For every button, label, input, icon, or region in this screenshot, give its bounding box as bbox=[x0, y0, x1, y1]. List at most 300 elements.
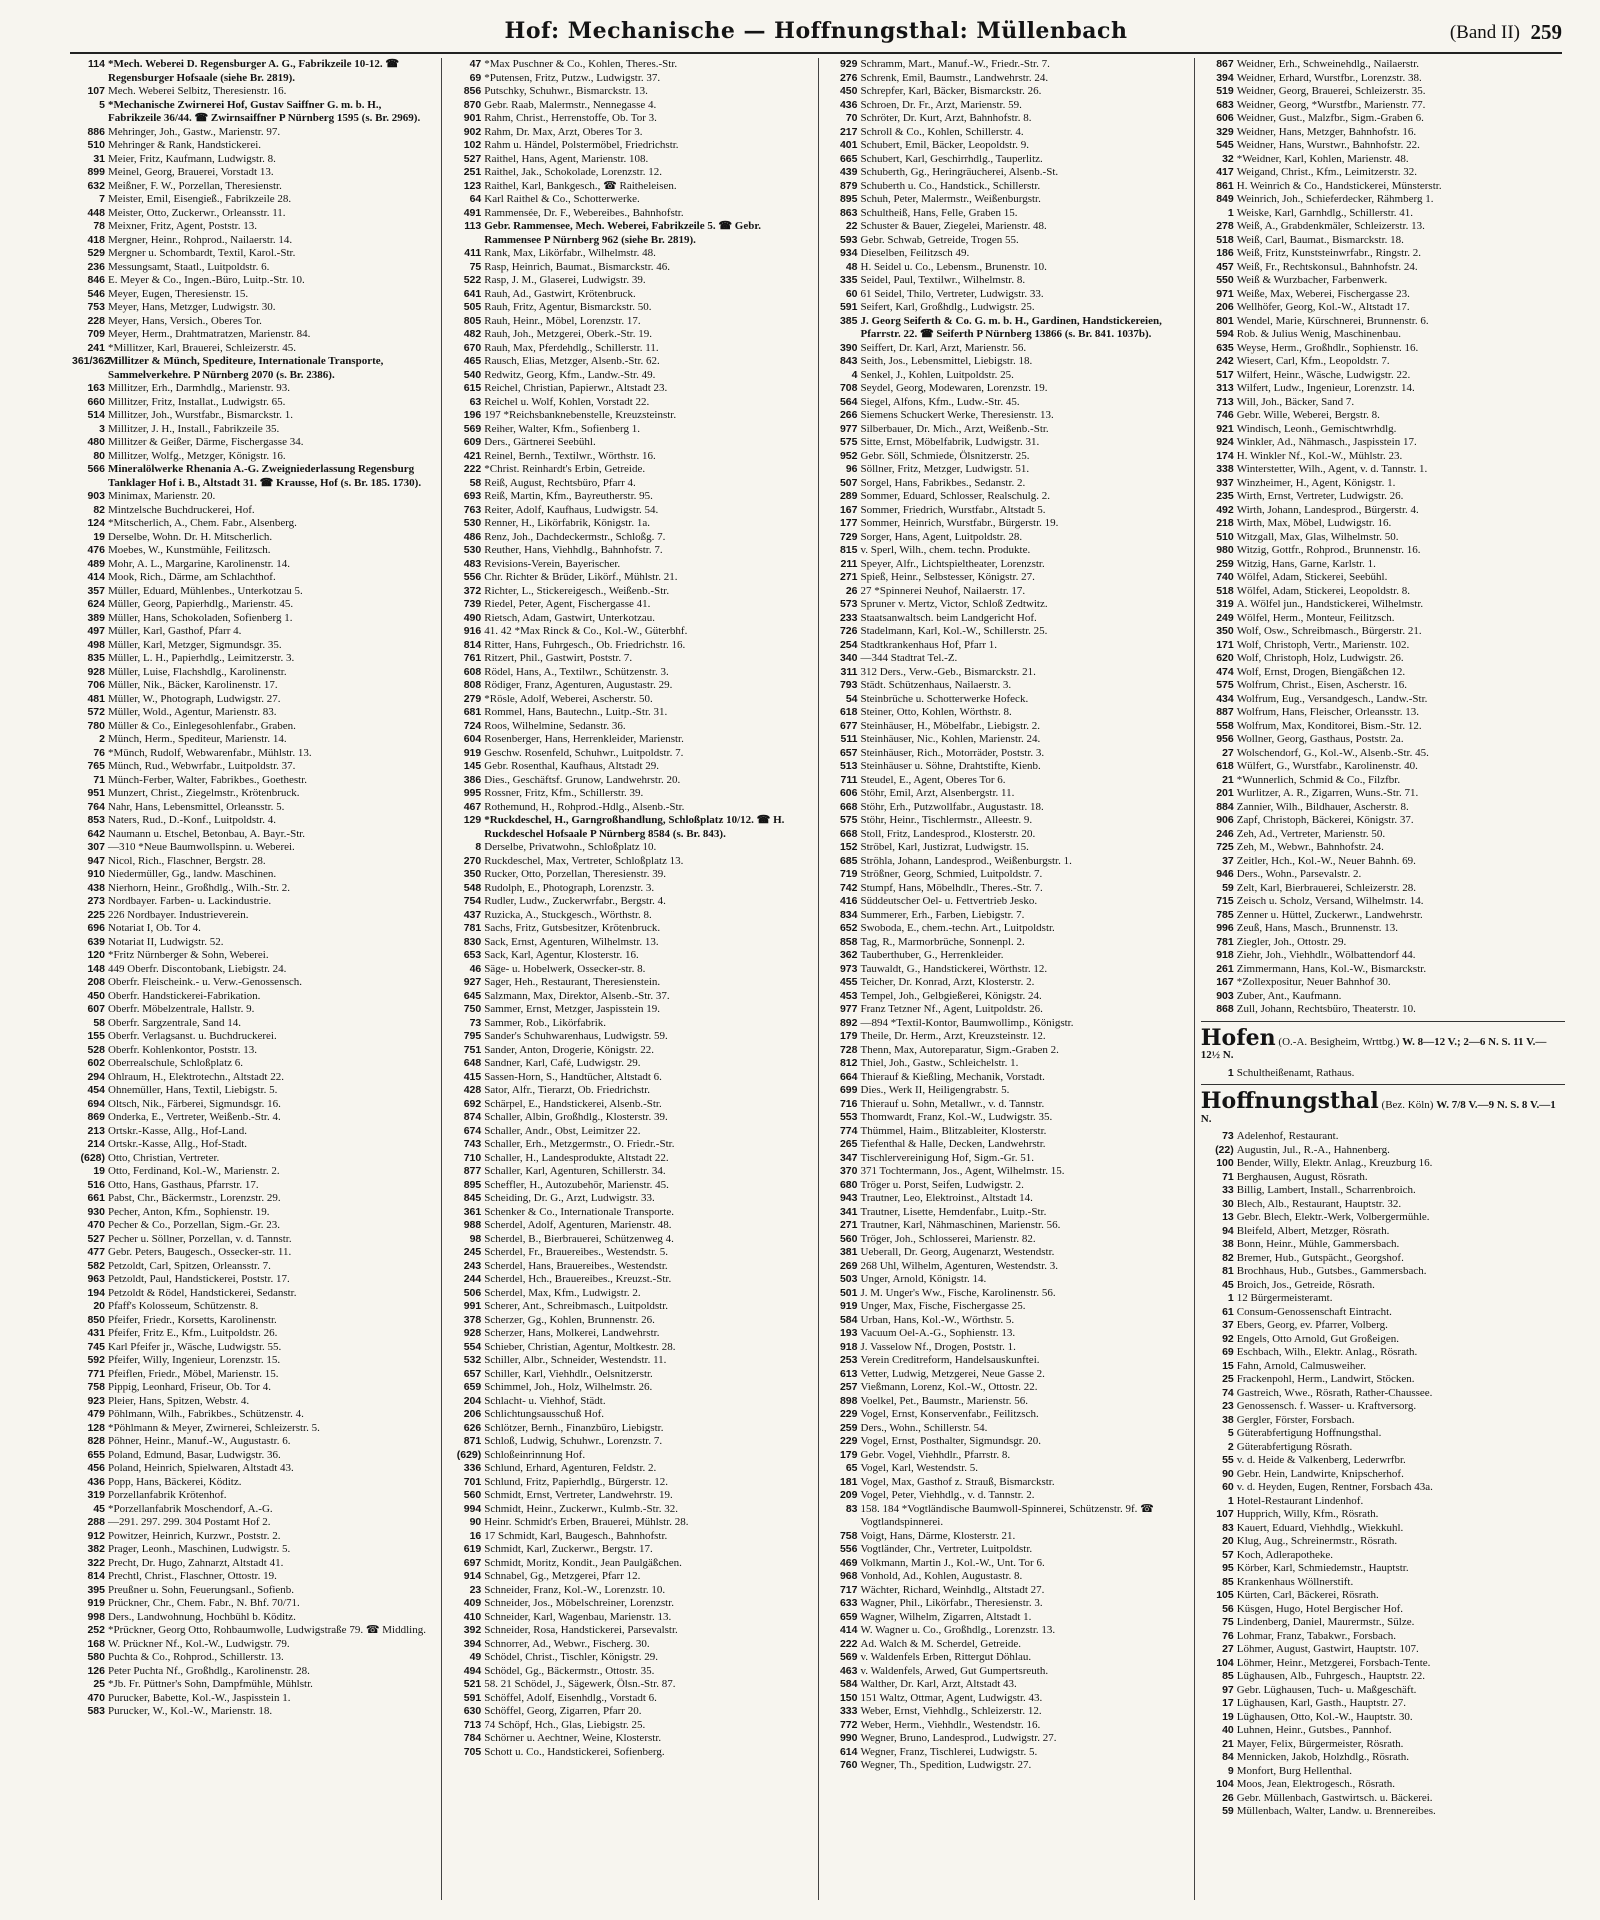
phone-number: 16 bbox=[469, 1529, 482, 1542]
phone-number: 507 bbox=[839, 476, 858, 489]
phone-number: 279 bbox=[463, 692, 482, 705]
directory-entry bbox=[72, 1152, 436, 1166]
entry-text: 61 Seidel, Thilo, Vertreter, Ludwigstr. 33. bbox=[860, 287, 1044, 300]
entry-text: Müller, Eduard, Mühlenbes., Unterkotzau 5. bbox=[108, 584, 303, 597]
entry-text: Meixner, Fritz, Agent, Poststr. 13. bbox=[108, 220, 257, 232]
phone-number: 19 bbox=[93, 1165, 105, 1177]
entry-text: Prager, Leonh., Maschinen, Ludwigstr. 5. bbox=[108, 1543, 291, 1555]
directory-entry bbox=[825, 936, 1189, 950]
phone-number: 708 bbox=[839, 382, 858, 394]
phone-number: 271 bbox=[839, 571, 858, 583]
directory-entry bbox=[825, 666, 1189, 680]
phone-number: 758 bbox=[87, 1381, 105, 1393]
directory-entry bbox=[1201, 1603, 1565, 1617]
phone-number: 892 bbox=[839, 1016, 858, 1029]
phone-number: 60 bbox=[845, 287, 858, 300]
entry-text: Brochhaus, Hub., Gutsbes., Gammersbach. bbox=[1236, 1265, 1427, 1277]
directory-entry bbox=[825, 882, 1189, 896]
directory-entry bbox=[448, 1543, 812, 1557]
directory-entry bbox=[1201, 342, 1565, 356]
entry-text: Oberfr. Handstickerei-Fabrikation. bbox=[108, 989, 261, 1002]
entry-text: Sorger, Hans, Agent, Luitpoldstr. 28. bbox=[860, 530, 1023, 543]
directory-entry bbox=[448, 1125, 812, 1139]
phone-number: 336 bbox=[463, 1462, 482, 1474]
phone-number: 257 bbox=[839, 1381, 858, 1393]
section-district: (O.-A. Besigheim, Wrttbg.) bbox=[1278, 1035, 1400, 1048]
phone-number: 474 bbox=[1216, 665, 1234, 678]
phone-number: 428 bbox=[463, 1084, 482, 1096]
phone-number: 19 bbox=[1222, 1710, 1234, 1723]
phone-number: 453 bbox=[839, 989, 858, 1002]
phone-number: 329 bbox=[1216, 125, 1234, 138]
directory-entry bbox=[825, 193, 1189, 207]
directory-entry bbox=[825, 274, 1189, 288]
phone-number: 46 bbox=[469, 962, 482, 975]
phone-number: 772 bbox=[839, 1718, 858, 1731]
directory-entry bbox=[448, 1395, 812, 1409]
directory-entry bbox=[1201, 1724, 1565, 1738]
directory-entry bbox=[1201, 1067, 1565, 1081]
phone-number: 392 bbox=[463, 1624, 482, 1636]
directory-entry bbox=[448, 585, 812, 599]
phone-number: 706 bbox=[87, 679, 105, 691]
phone-number: 968 bbox=[839, 1570, 858, 1582]
directory-entry bbox=[1201, 1670, 1565, 1684]
entry-text: *Münch, Rudolf, Webwarenfabr., Mühlstr. 13. bbox=[108, 746, 312, 759]
phone-number: 980 bbox=[1216, 544, 1234, 556]
entry-text: 226 Nordbayer. Industrieverein. bbox=[108, 908, 249, 921]
entry-text: Scherzer, Gg., Kohlen, Brunnenstr. 26. bbox=[484, 1313, 655, 1326]
phone-number: 209 bbox=[839, 1489, 858, 1501]
entry-text: Schmidt, Moritz, Kondit., Jean Paulgäßchen. bbox=[484, 1556, 682, 1569]
directory-entry bbox=[825, 625, 1189, 639]
entry-text: *Max Puschner & Co., Kohlen, Theres.-Str. bbox=[484, 58, 678, 70]
phone-number: 414 bbox=[87, 571, 105, 583]
directory-entry bbox=[825, 1368, 1189, 1382]
directory-entry bbox=[448, 922, 812, 936]
entry-text: Staatsanwaltsch. beim Landgericht Hof. bbox=[860, 611, 1037, 624]
directory-entry bbox=[448, 72, 812, 86]
phone-number: 930 bbox=[87, 1205, 105, 1218]
directory-entry bbox=[448, 1192, 812, 1206]
entry-text: Pfeifer, Fritz E., Kfm., Luitpoldstr. 26. bbox=[108, 1327, 278, 1339]
entry-text: Schiller, Karl, Viehhdlr., Oelsnitzerstr. bbox=[484, 1367, 653, 1380]
phone-number: 626 bbox=[463, 1421, 482, 1434]
directory-entry bbox=[448, 1273, 812, 1287]
directory-entry bbox=[448, 504, 812, 518]
phone-number: 952 bbox=[839, 449, 858, 462]
phone-number: (22) bbox=[1215, 1143, 1234, 1156]
phone-number: 246 bbox=[1216, 827, 1234, 840]
phone-number: 319 bbox=[87, 1489, 105, 1501]
entry-text: Rucker, Otto, Porzellan, Theresienstr. 39. bbox=[484, 868, 666, 880]
phone-number: 664 bbox=[839, 1070, 858, 1083]
phone-number: 850 bbox=[87, 1313, 105, 1326]
phone-number: 225 bbox=[87, 908, 105, 921]
phone-number: 729 bbox=[839, 530, 858, 543]
entry-text: Millitzer, J. H., Install., Fabrikzeile 35. bbox=[108, 422, 280, 435]
directory-entry bbox=[448, 1705, 812, 1719]
phone-number: 177 bbox=[839, 517, 858, 529]
directory-entry bbox=[72, 288, 436, 302]
phone-number: 591 bbox=[463, 1691, 482, 1704]
directory-entry bbox=[825, 1624, 1189, 1638]
entry-text: *Fritz Nürnberger & Sohn, Weberei. bbox=[108, 949, 269, 961]
entry-text: Meinel, Georg, Brauerei, Vorstadt 13. bbox=[108, 166, 274, 178]
phone-number: 48 bbox=[845, 260, 858, 273]
entry-text: —894 *Textil-Kontor, Baumwollimp., Königstr. bbox=[860, 1016, 1074, 1029]
directory-entry bbox=[448, 652, 812, 666]
directory-entry bbox=[72, 733, 436, 747]
directory-entry bbox=[72, 936, 436, 950]
phone-number: 26 bbox=[845, 584, 858, 597]
entry-text: Rauh, Max, Pferdehdlg., Schillerstr. 11. bbox=[484, 341, 659, 354]
entry-text: Weiß, Fr., Rechtskonsul., Bahnhofstr. 24. bbox=[1236, 260, 1418, 273]
directory-entry bbox=[72, 1246, 436, 1260]
directory-entry bbox=[448, 1692, 812, 1706]
phone-number: 73 bbox=[1222, 1130, 1234, 1142]
entry-text: Zapf, Christoph, Bäckerei, Königstr. 37. bbox=[1236, 814, 1414, 826]
phone-number: 465 bbox=[463, 355, 482, 367]
entry-text: Zeh, M., Webwr., Bahnhofstr. 24. bbox=[1236, 841, 1384, 853]
directory-entry bbox=[72, 963, 436, 977]
directory-entry bbox=[825, 1692, 1189, 1706]
entry-text: Schärpel, E., Handstickerei, Alsenb.-Str. bbox=[484, 1097, 662, 1110]
directory-entry bbox=[448, 639, 812, 653]
entry-text: 371 Tochtermann, Jos., Agent, Wilhelmstr. 15. bbox=[860, 1165, 1065, 1177]
phone-number: 591 bbox=[839, 301, 858, 313]
directory-entry bbox=[825, 1651, 1189, 1665]
entry-text: Steinhäuser, Nic., Kohlen, Marienstr. 24. bbox=[860, 733, 1041, 745]
directory-entry bbox=[72, 1597, 436, 1611]
directory-entry bbox=[448, 382, 812, 396]
directory-entry bbox=[72, 247, 436, 261]
section-district: (Bez. Köln) bbox=[1381, 1099, 1434, 1111]
directory-entry bbox=[448, 693, 812, 707]
directory-entry bbox=[1201, 166, 1565, 180]
entry-text: Ortskr.-Kasse, Allg., Hof-Stadt. bbox=[108, 1138, 248, 1150]
directory-entry bbox=[1201, 72, 1565, 86]
phone-number: 434 bbox=[1216, 692, 1234, 705]
entry-text: *Christ. Reinhardt's Erbin, Getreide. bbox=[484, 463, 646, 475]
directory-entry bbox=[1201, 409, 1565, 423]
directory-entry bbox=[448, 1165, 812, 1179]
directory-entry bbox=[448, 1462, 812, 1476]
phone-number: 347 bbox=[839, 1151, 858, 1164]
directory-entry bbox=[825, 1354, 1189, 1368]
entry-text: Stumpf, Hans, Möbelhdlr., Theres.-Str. 7. bbox=[860, 881, 1043, 894]
entry-text: Mergner, Heinr., Rohprod., Nailaerstr. 14. bbox=[108, 233, 293, 246]
phone-number: 362 bbox=[839, 949, 858, 961]
entry-text: Gebr. Raab, Malermstr., Nennegasse 4. bbox=[484, 98, 657, 111]
directory-entry bbox=[448, 301, 812, 315]
phone-number: 657 bbox=[463, 1367, 482, 1380]
directory-entry bbox=[825, 234, 1189, 248]
directory-entry bbox=[72, 328, 436, 342]
directory-entry bbox=[448, 1422, 812, 1436]
entry-text: Pfeifer, Friedr., Korsetts, Karolinenstr. bbox=[108, 1313, 277, 1326]
phone-number: 781 bbox=[1216, 935, 1234, 948]
directory-entry bbox=[825, 301, 1189, 315]
directory-entry bbox=[448, 1381, 812, 1395]
entry-text: Rauh, Fritz, Agentur, Bismarckstr. 50. bbox=[484, 301, 652, 313]
phone-number: 455 bbox=[839, 976, 858, 988]
phone-number: 608 bbox=[463, 665, 482, 678]
phone-number: 713 bbox=[1216, 395, 1234, 408]
directory-entry bbox=[448, 814, 812, 841]
directory-entry bbox=[825, 1044, 1189, 1058]
directory-entry bbox=[72, 423, 436, 437]
entry-text: 41. 42 *Max Rinck & Co., Kol.-W., Güterbhf. bbox=[484, 625, 688, 637]
phone-number: 38 bbox=[1222, 1238, 1234, 1250]
phone-number: 163 bbox=[87, 382, 105, 394]
phone-number: 470 bbox=[87, 1219, 105, 1231]
directory-entry bbox=[1201, 814, 1565, 828]
section-divider bbox=[1201, 1021, 1565, 1022]
phone-number: 7 bbox=[99, 193, 105, 205]
entry-text: Wirth, Johann, Landesprod., Bürgerstr. 4. bbox=[1236, 503, 1419, 516]
entry-text: 197 *Reichsbanknebenstelle, Kreuzsteinstr. bbox=[484, 409, 677, 421]
entry-text: Rudler, Ludw., Zuckerwrfabr., Bergstr. 4. bbox=[484, 895, 666, 907]
phone-number: 726 bbox=[839, 625, 858, 637]
phone-number: 83 bbox=[1222, 1521, 1234, 1534]
directory-entry bbox=[1201, 234, 1565, 248]
phone-number: 516 bbox=[87, 1178, 105, 1191]
entry-text: Löhmer, Heinr., Metzgerei, Forsbach-Tente. bbox=[1236, 1656, 1431, 1669]
phone-number: 107 bbox=[87, 85, 105, 97]
phone-number: 206 bbox=[1216, 301, 1234, 313]
entry-text: Sandner, Karl, Café, Ludwigstr. 29. bbox=[484, 1057, 641, 1069]
entry-text: Ritzert, Phil., Gastwirt, Poststr. 7. bbox=[484, 652, 633, 664]
entry-text: Nordbayer. Farben- u. Lackindustrie. bbox=[108, 895, 272, 907]
entry-text: Rossner, Fritz, Kfm., Schillerstr. 39. bbox=[484, 787, 644, 799]
directory-entry bbox=[1201, 679, 1565, 693]
entry-text: Müller, Hans, Schokoladen, Sofienberg 1. bbox=[108, 611, 293, 624]
directory-entry bbox=[1201, 261, 1565, 275]
phone-number: 415 bbox=[463, 1070, 482, 1083]
phone-number: 59 bbox=[1222, 1805, 1234, 1817]
phone-number: 5 bbox=[99, 98, 105, 111]
directory-entry bbox=[72, 490, 436, 504]
phone-number: 222 bbox=[463, 463, 482, 475]
entry-text: Porzellanfabrik Krötenhof. bbox=[108, 1489, 227, 1501]
directory-entry bbox=[1201, 490, 1565, 504]
phone-number: 834 bbox=[839, 908, 858, 921]
phone-number: 90 bbox=[1222, 1467, 1234, 1480]
directory-entry bbox=[72, 801, 436, 815]
entry-text: Purucker, Babette, Kol.-W., Jaspisstein 1. bbox=[108, 1691, 291, 1704]
entry-text: Reiß, August, Rechtsbüro, Pfarr 4. bbox=[484, 476, 636, 489]
directory-entry bbox=[448, 1435, 812, 1449]
entry-text: Sassen-Horn, S., Handtücher, Altstadt 6. bbox=[484, 1070, 662, 1083]
phone-number: 639 bbox=[87, 935, 105, 948]
entry-text: Reiß, Martin, Kfm., Bayreutherstr. 95. bbox=[484, 490, 653, 502]
directory-entry bbox=[1201, 1468, 1565, 1482]
entry-text: Zuber, Ant., Kaufmann. bbox=[1236, 989, 1342, 1002]
phone-number: 592 bbox=[87, 1354, 105, 1366]
entry-text: Sammer, Ernst, Metzger, Jaspisstein 19. bbox=[484, 1003, 660, 1015]
directory-entry bbox=[825, 99, 1189, 113]
directory-entry bbox=[72, 1584, 436, 1598]
entry-text: Münch-Ferber, Walter, Fabrikbes., Goethestr. bbox=[108, 773, 308, 786]
phone-number: 276 bbox=[839, 71, 858, 84]
phone-number: 168 bbox=[87, 1637, 105, 1650]
directory-entry bbox=[825, 517, 1189, 531]
directory-entry bbox=[448, 1111, 812, 1125]
entry-text: *Rösle, Adolf, Weberei, Ascherstr. 50. bbox=[484, 692, 653, 705]
entry-text: Sommer, Friedrich, Wurstfabr., Altstadt 5. bbox=[860, 503, 1046, 516]
entry-text: Schuster & Bauer, Ziegelei, Marienstr. 48. bbox=[860, 220, 1047, 232]
directory-entry bbox=[448, 868, 812, 882]
phone-number: 869 bbox=[87, 1111, 105, 1123]
entry-text: Karl Pfeifer jr., Wäsche, Ludwigstr. 55. bbox=[108, 1340, 282, 1353]
phone-number: 991 bbox=[463, 1300, 482, 1312]
directory-entry bbox=[825, 1665, 1189, 1679]
phone-number: 69 bbox=[469, 71, 482, 84]
entry-text: Küsgen, Hugo, Hotel Bergischer Hof. bbox=[1236, 1602, 1404, 1615]
phone-number: 269 bbox=[839, 1259, 858, 1272]
directory-entry bbox=[1201, 463, 1565, 477]
entry-text: Schultheiß, Hans, Felle, Graben 15. bbox=[860, 206, 1018, 219]
directory-entry bbox=[72, 949, 436, 963]
entry-text: Revisions-Verein, Bayerischer. bbox=[484, 557, 621, 570]
directory-entry bbox=[448, 679, 812, 693]
directory-entry bbox=[448, 99, 812, 113]
phone-number: 9 bbox=[1227, 1764, 1234, 1777]
phone-number: 85 bbox=[1222, 1670, 1234, 1682]
phone-number: 13 bbox=[1222, 1211, 1234, 1223]
entry-text: Stadelmann, Karl, Kol.-W., Schillerstr. 25. bbox=[860, 625, 1048, 637]
entry-text: W. Wagner u. Co., Großhdlg., Lorenzstr. 13. bbox=[860, 1624, 1056, 1636]
directory-entry bbox=[448, 1584, 812, 1598]
entry-text: Meißner, F. W., Porzellan, Theresienstr. bbox=[108, 179, 282, 192]
directory-entry bbox=[1201, 1751, 1565, 1765]
entry-text: *Putensen, Fritz, Putzw., Ludwigstr. 37. bbox=[484, 71, 661, 84]
directory-entry bbox=[825, 1638, 1189, 1652]
directory-entry bbox=[825, 1732, 1189, 1746]
entry-text: Mehringer, Joh., Gastw., Marienstr. 97. bbox=[108, 125, 281, 138]
entry-text: Reichel, Christian, Papierwr., Altstadt 23. bbox=[484, 382, 668, 394]
entry-text: Müller, W., Photograph, Ludwigstr. 27. bbox=[108, 692, 281, 705]
phone-number: 556 bbox=[463, 571, 482, 583]
entry-text: Naters, Rud., D.-Konf., Luitpoldstr. 4. bbox=[108, 814, 277, 826]
phone-number: 480 bbox=[87, 436, 105, 448]
entry-text: Wolf, Ernst, Drogen, Biengäßchen 12. bbox=[1236, 665, 1406, 678]
directory-entry bbox=[825, 1314, 1189, 1328]
phone-number: 1 bbox=[1227, 1292, 1234, 1304]
phone-number: 70 bbox=[845, 112, 858, 124]
directory-entry bbox=[1201, 1292, 1565, 1306]
directory-entry bbox=[1201, 1643, 1565, 1657]
section-hours: W. 7/8 V.—9 N. S. 8 V.—1 N. bbox=[1200, 1099, 1556, 1125]
entry-text: Naumann u. Etschel, Betonbau, A. Bayr.-Str. bbox=[108, 827, 306, 840]
entry-text: Wolf, Osw., Schreibmasch., Bürgerstr. 21. bbox=[1236, 625, 1422, 637]
directory-entry bbox=[825, 1530, 1189, 1544]
directory-entry bbox=[448, 949, 812, 963]
entry-text: Onderka, E., Vertreter, Weißenb.-Str. 4. bbox=[108, 1111, 281, 1123]
phone-number: 604 bbox=[463, 733, 482, 745]
entry-text: Scherdel, Adolf, Agenturen, Marienstr. 48. bbox=[484, 1219, 672, 1231]
entry-text: Dies., Werk II, Heiligengrabstr. 5. bbox=[860, 1084, 1010, 1096]
directory-entry bbox=[825, 1260, 1189, 1274]
phone-number: 76 bbox=[93, 746, 105, 759]
entry-text: Monfort, Burg Hellenthal. bbox=[1236, 1764, 1353, 1777]
entry-text: v. d. Heide & Valkenberg, Lederwrfbr. bbox=[1236, 1454, 1406, 1466]
phone-number: 294 bbox=[87, 1070, 105, 1083]
directory-entry bbox=[448, 396, 812, 410]
entry-text: Moebes, W., Kunstmühle, Feilitzsch. bbox=[108, 544, 271, 556]
phone-number: 994 bbox=[463, 1502, 482, 1515]
directory-entry bbox=[448, 1071, 812, 1085]
phone-number: 760 bbox=[839, 1759, 858, 1771]
directory-entry bbox=[448, 1233, 812, 1247]
phone-number: 632 bbox=[87, 179, 105, 192]
entry-text: Müller, L. H., Papierhdlg., Leimitzerstr. 3. bbox=[108, 652, 295, 664]
phone-number: 491 bbox=[463, 206, 482, 219]
directory-entry bbox=[72, 720, 436, 734]
directory-entry bbox=[825, 1611, 1189, 1625]
entry-text: Söllner, Fritz, Metzger, Ludwigstr. 51. bbox=[860, 463, 1030, 475]
entry-text: Schöffel, Adolf, Eisenhdlg., Vorstadt 6. bbox=[484, 1691, 657, 1704]
phone-number: 252 bbox=[87, 1624, 105, 1636]
directory-entry bbox=[448, 1476, 812, 1490]
entry-text: Schnabel, Gg., Metzgerei, Pfarr 12. bbox=[484, 1570, 641, 1582]
entry-text: Stadtkrankenhaus Hof, Pfarr 1. bbox=[860, 638, 998, 651]
directory-entry bbox=[448, 328, 812, 342]
phone-number: 476 bbox=[87, 544, 105, 556]
phone-number: 1 bbox=[1227, 1494, 1234, 1507]
directory-entry bbox=[72, 585, 436, 599]
directory-entry bbox=[1201, 1387, 1565, 1401]
directory-entry bbox=[1201, 450, 1565, 464]
entry-text: Wollner, Georg, Gasthaus, Poststr. 2a. bbox=[1236, 733, 1404, 745]
directory-entry bbox=[825, 976, 1189, 990]
entry-text: W. Prückner Nf., Kol.-W., Ludwigstr. 79. bbox=[108, 1637, 290, 1650]
phone-number: 947 bbox=[87, 854, 105, 867]
directory-entry bbox=[72, 1017, 436, 1031]
entry-text: Blech, Alb., Restaurant, Hauptstr. 32. bbox=[1236, 1197, 1402, 1210]
entry-text: Raithel, Jak., Schokolade, Lorenzstr. 12. bbox=[484, 166, 663, 178]
phone-number: 550 bbox=[1216, 274, 1234, 286]
phone-number: 771 bbox=[87, 1367, 105, 1380]
entry-text: A. Wölfel jun., Handstickerei, Wilhelmstr. bbox=[1236, 598, 1424, 610]
section-title: Hofen bbox=[1200, 1024, 1276, 1051]
directory-entry bbox=[1201, 1279, 1565, 1293]
directory-entry bbox=[1201, 355, 1565, 369]
phone-number: 928 bbox=[87, 665, 105, 678]
entry-text: Reinel, Bernh., Textilwr., Wörthstr. 16. bbox=[484, 449, 656, 462]
directory-entry bbox=[448, 733, 812, 747]
directory-entry bbox=[448, 571, 812, 585]
entry-text: Mennicken, Jakob, Holzhdlg., Rösrath. bbox=[1236, 1751, 1410, 1763]
phone-number: 742 bbox=[839, 881, 858, 894]
directory-entry bbox=[825, 733, 1189, 747]
directory-entry bbox=[825, 558, 1189, 572]
directory-entry bbox=[448, 747, 812, 761]
directory-entry bbox=[1201, 315, 1565, 329]
entry-text: *Ruckdeschel, H., Garngroßhandlung, Schloßplatz 10/12. ☎ H. Ruckdeschel Hofsaale P Nürnberg 8584 (s. Br. 843). bbox=[484, 814, 785, 840]
phone-number: 73 bbox=[469, 1016, 482, 1029]
phone-number: 2 bbox=[99, 733, 105, 745]
phone-number: 977 bbox=[839, 422, 858, 435]
directory-entry bbox=[825, 909, 1189, 923]
entry-text: Ziehr, Joh., Viehhdlr., Wölbattendorf 44. bbox=[1236, 949, 1416, 961]
column-3 bbox=[818, 58, 1194, 1900]
directory-entry bbox=[825, 1746, 1189, 1760]
phone-number: 583 bbox=[87, 1705, 105, 1717]
directory-entry bbox=[448, 801, 812, 815]
directory-entry bbox=[448, 477, 812, 491]
